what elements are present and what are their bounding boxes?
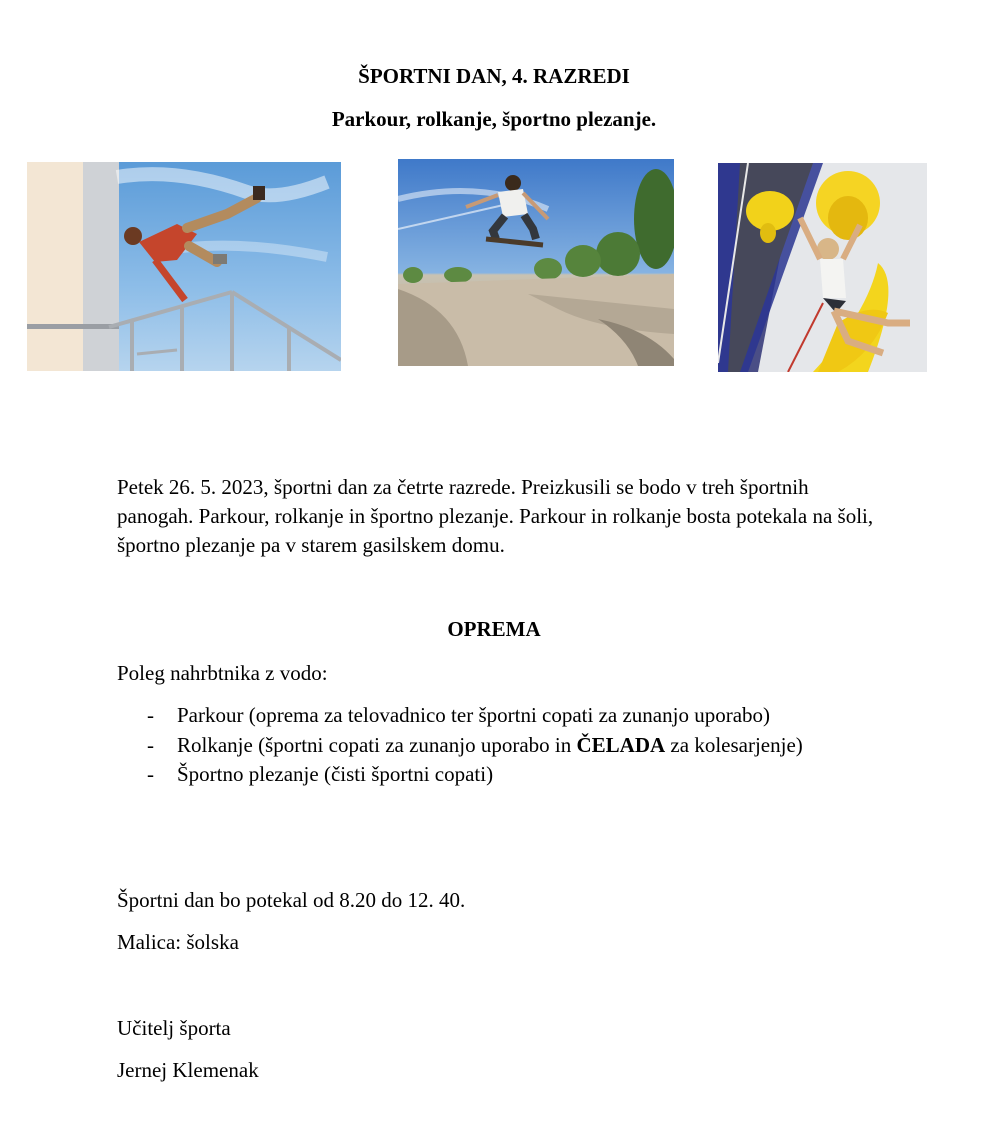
list-item-text: Športno plezanje (čisti športni copati)	[177, 762, 494, 786]
bullet-dash: -	[147, 703, 154, 727]
skateboard-photo	[398, 159, 674, 366]
schedule-time: Športni dan bo potekal od 8.20 do 12. 40.	[117, 888, 466, 912]
climbing-photo	[718, 163, 927, 372]
list-item-text: Parkour (oprema za telovadnico ter športni copati za zunanjo uporabo)	[177, 703, 771, 727]
equipment-list	[147, 701, 803, 790]
snack-info: Malica: šolska	[117, 930, 239, 954]
bullet-dash: -	[147, 732, 154, 757]
page-subtitle: Parkour, rolkanje, športno plezanje.	[331, 107, 657, 131]
signature-name: Jernej Klemenak	[117, 1058, 259, 1082]
description-paragraph: Petek 26. 5. 2023, športni dan za četrte razrede. Preizkusili se bodo v treh športnih panogah. Parkour, rolkanje in športno plezanje. Parkour in rolkanje bosta potekala na šoli, športno plezanje pa v starem gasilskem domu.	[117, 475, 874, 557]
list-item	[147, 760, 803, 790]
equipment-heading: OPREMA	[447, 617, 541, 641]
list-item	[147, 731, 803, 761]
helmet-emphasis: ČELADA	[576, 732, 666, 757]
parkour-photo	[27, 162, 341, 371]
list-item-text: za kolesarjenje)	[665, 732, 803, 757]
page-title: ŠPORTNI DAN, 4. RAZREDI	[358, 64, 630, 88]
bullet-dash: -	[147, 762, 154, 786]
list-item	[147, 701, 803, 731]
list-item-text: Rolkanje (športni copati za zunanjo uporabo in	[177, 732, 577, 757]
signature-role: Učitelj športa	[117, 1016, 231, 1040]
equipment-intro: Poleg nahrbtnika z vodo:	[117, 661, 328, 685]
